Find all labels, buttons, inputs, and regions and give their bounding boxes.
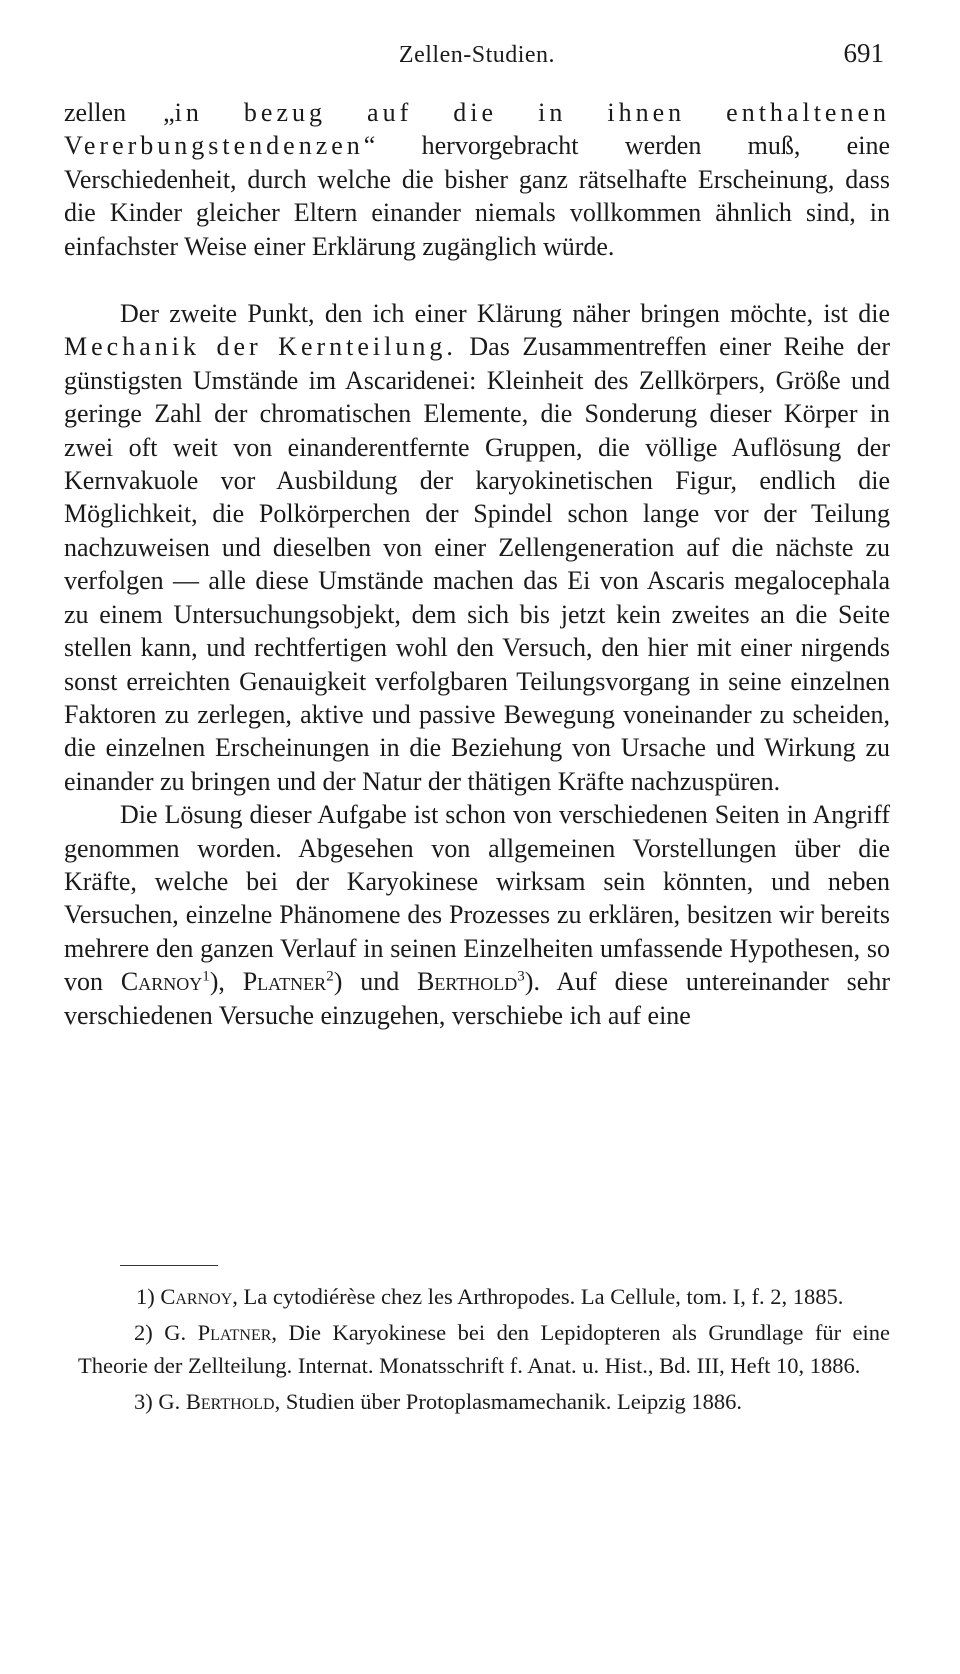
paragraph-1-start: zellen „ (64, 98, 175, 127)
author-berthold: Berthold (417, 967, 518, 997)
paragraph-1 (64, 96, 890, 263)
paragraph-2 (64, 297, 890, 798)
page-header (64, 38, 890, 72)
footnote-number: 2) (134, 1319, 153, 1345)
separator-2: ) und (333, 967, 418, 997)
footnote-text: , Die Karyokinese bei den Lepidopteren als Grundlage für eine Theorie der Zellteilung. Internat. Monatsschrift f. Anat. u. Hist., Bd. III, Heft 10, 1886. (78, 1319, 890, 1378)
footnote-text: , Studien über Protoplasmamechanik. Leipzig 1886. (274, 1388, 742, 1414)
footnote-prefix: G. (152, 1319, 198, 1345)
footnote-separator (120, 1265, 218, 1266)
footnote-author: Berthold (185, 1388, 275, 1414)
footnote-2 (78, 1316, 890, 1383)
footnote-text: , La cytodiérèse chez les Arthropodes. La Cellule, tom. I, f. 2, 1885. (232, 1284, 844, 1309)
paragraph-2-rest: Das Zusammentreffen einer Reihe der günstigsten Umstände im Ascaridenei: Kleinheit des Zellkörpers, Größe und geringe Zahl der chromatischen Elemente, die Sonderung dieser Körper in zwei oft weit von einanderentfernte Gruppen, die völlige Auflösung der Kernvakuole vor Ausbildung der karyokinetischen Figur, endlich die Möglichkeit, die Polkörperchen der Spindel schon lange vor der Teilung nachzuweisen und dieselben von einer Zellengeneration auf die nächste zu verfolgen — alle diese Umstände machen das Ei von Ascaris megalocephala zu einem Untersuchungsobjekt, dem sich bis jetzt kein zweites an die Seite stellen kann, und rechtfertigen wohl den Versuch, den hier mit einer nirgends sonst erreichten Genauigkeit verfolgbaren Teilungsvorgang in seine einzelnen Faktoren zu zerlegen, aktive und passive Bewegung voneinander zu scheiden, die einzelnen Erscheinungen in die Beziehung von Ursache und Wirkung zu einander zu bringen und der Natur der thätigen Kräfte nachzuspüren. (64, 332, 890, 796)
emphasis-mechanik: Mechanik der Kernteilung. (64, 332, 457, 362)
footnote-author: Carnoy (160, 1284, 233, 1309)
footnotes (78, 1280, 890, 1420)
paragraph-3 (64, 798, 890, 1032)
footnote-ref-1: 1 (202, 968, 210, 985)
paragraph-gap (64, 263, 890, 297)
page-number: 691 (843, 38, 884, 68)
footnote-author: Platner (197, 1319, 272, 1345)
separator-1: ), (209, 967, 243, 997)
paragraph-1-rest: “ hervorgebracht werden muß, eine Verschiedenheit, durch welche die bisher ganz rätselhafte Erscheinung, dass die Kinder gleicher Eltern einander niemals vollkommen ähnlich sind, in einfachster Weise einer Erklärung zugänglich würde. (64, 131, 890, 261)
emphasis-quote: in bezug auf die in ihnen enthaltenen Vererbungstendenzen (64, 98, 890, 161)
paragraph-2-start: Der zweite Punkt, den ich einer Klärung näher bringen möchte, ist die (120, 299, 890, 329)
footnote-number: 3) (134, 1388, 153, 1414)
author-platner: Platner (242, 967, 327, 997)
footnote-1 (78, 1280, 890, 1314)
footnote-number: 1) (136, 1284, 155, 1309)
footnote-3 (78, 1385, 890, 1419)
body-text (64, 96, 890, 1032)
running-title: Zellen-Studien. (398, 42, 556, 68)
paragraph-3-rest: ). Auf diese untereinander sehr verschiedenen Versuche einzugehen, verschiebe ich auf eine (64, 967, 890, 1030)
footnote-ref-2: 2 (326, 968, 334, 985)
footnote-ref-3: 3 (517, 968, 525, 985)
paragraph-3-start: Die Lösung dieser Aufgabe ist schon von verschiedenen Seiten in Angriff genommen worden. Abgesehen von allgemeinen Vorstellungen über die Kräfte, welche bei der Karyokinese wirksam sein könnten, und neben Versuchen, einzelne Phänomene des Prozesses zu erklären, besitzen wir bereits mehrere den ganzen Verlauf in seinen Einzelheiten umfassende Hypothesen, so von (64, 800, 890, 997)
author-carnoy: Carnoy (120, 967, 203, 997)
footnote-prefix: G. (152, 1388, 186, 1414)
